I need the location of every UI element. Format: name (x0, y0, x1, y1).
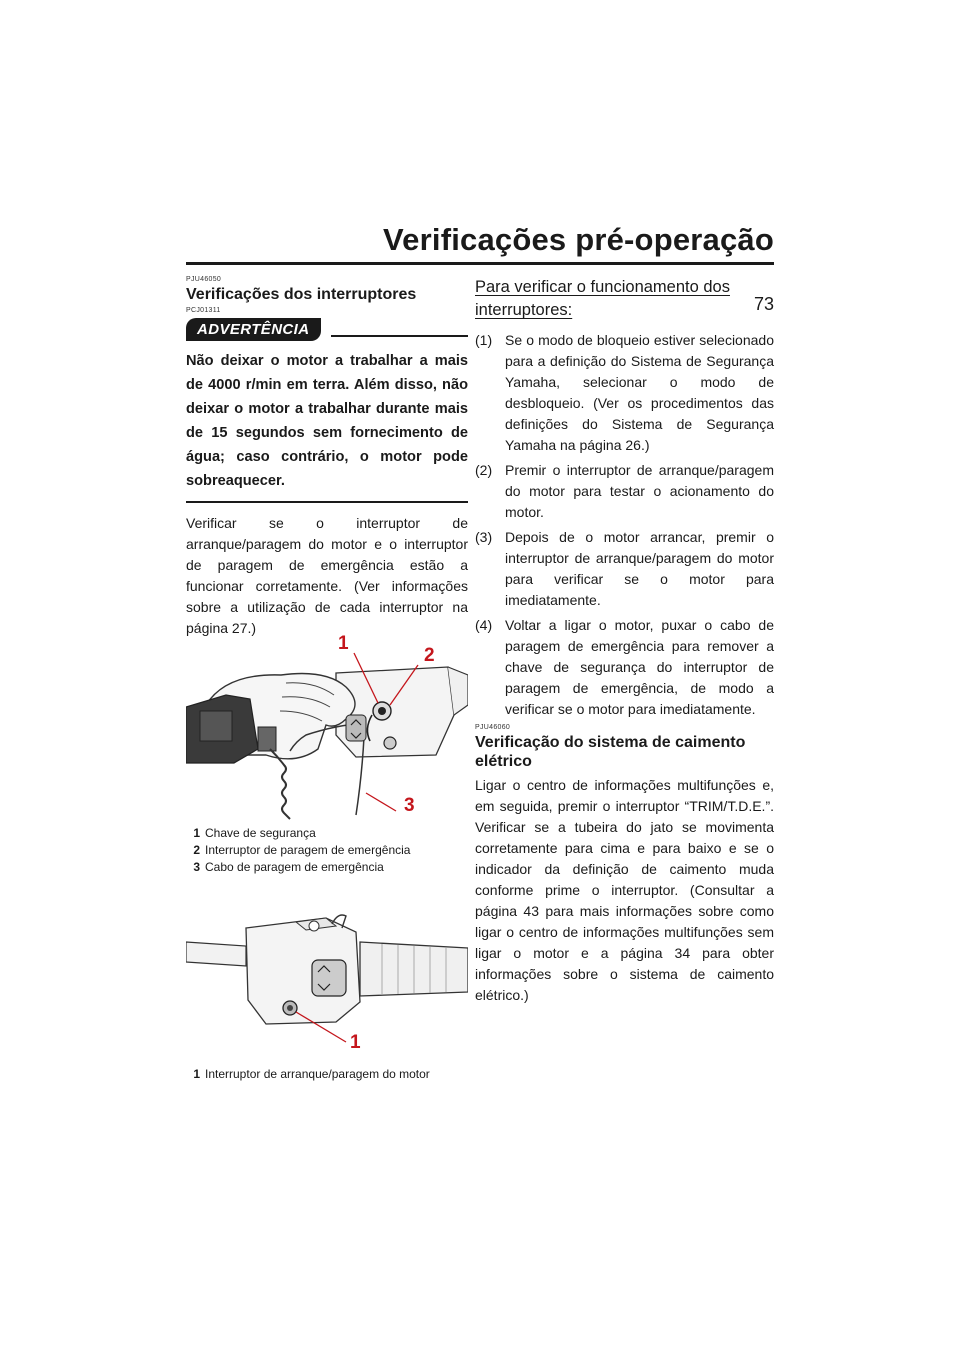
section-code: PJU46050 (186, 276, 222, 283)
switches-body-text: Verificar se o interruptor de arranque/paragem do motor e o interruptor de paragem de emergência estão a funcionar corretamente. (Ver informações sobre a utilização de cada interruptor na página 27.) (186, 515, 468, 636)
handlebar-switch-illustration (186, 912, 468, 1062)
figure1-legend (186, 825, 468, 876)
page-title: Verificações pré-operação (383, 222, 774, 257)
list-item (475, 615, 774, 720)
legend-number: 3 (193, 860, 200, 874)
figure-start-stop-switch (186, 912, 468, 1062)
warning-rule (331, 335, 468, 337)
legend-text: Interruptor de paragem de emergência (205, 843, 411, 857)
section-code: PJU46060 (475, 724, 511, 731)
legend-number: 1 (193, 826, 200, 840)
handlebar-lanyard-illustration (186, 645, 468, 825)
warning-code: PCJ01311 (186, 307, 221, 314)
trim-section (475, 724, 774, 1006)
warning-header (186, 318, 468, 341)
list-item (475, 460, 774, 523)
section-title-trim: Verificação do sistema de caimento elétrico (475, 734, 746, 770)
legend-text: Chave de segurança (205, 826, 316, 840)
list-item (475, 527, 774, 611)
step-number: (1) (475, 332, 493, 348)
steps-list (475, 330, 774, 720)
step-text: Voltar a ligar o motor, puxar o cabo de paragem de emergência para remover a chave de segurança do interruptor de paragem de emergência, de modo a verificar se o motor para imediatamente. (505, 617, 774, 717)
callout-3: 3 (404, 795, 415, 816)
step-text: Se o modo de bloqueio estiver selecionado para a definição do Sistema de Segurança Yamaha, selecionar o modo de desbloqueio. (Ver os procedimentos das definições do Sistema de Segurança Yamaha na página 26.) (505, 332, 774, 453)
trim-body-text: Ligar o centro de informações multifunções e, em seguida, premir o interruptor “TRIM/T.D.E.”. Verificar se a tubeira do jato se movimenta corretamente para cima e para baixo e se o indicador da definição de caimento muda conforme prime o interruptor. (Consultar a página 43 para mais informações sobre como ligar o centro de informações multifunções sem ligar o motor e a página 34 para obter informações sobre o sistema de caimento elétrico.) (475, 777, 774, 1003)
warning-text: Não deixar o motor a trabalhar a mais de 4000 r/min em terra. Além disso, não deixar o motor a trabalhar durante mais de 15 segundos sem fornecimento de água; caso contrário, o motor pode sobreaquecer. (186, 349, 468, 503)
left-column (186, 276, 468, 1083)
legend-item (186, 1066, 468, 1083)
subsection-title-check: Para verificar o funcionamento dos interruptores: (475, 278, 730, 319)
step-number: (4) (475, 617, 493, 633)
legend-number: 1 (193, 1067, 200, 1081)
legend-item (186, 842, 468, 859)
callout-1: 1 (350, 1032, 361, 1053)
legend-item (186, 859, 468, 876)
right-column (475, 276, 774, 1006)
step-number: (2) (475, 462, 493, 478)
legend-item (186, 825, 468, 842)
callout-1: 1 (338, 633, 349, 654)
figure2-legend (186, 1066, 468, 1083)
step-number: (3) (475, 529, 493, 545)
legend-number: 2 (193, 843, 200, 857)
list-item (475, 330, 774, 456)
step-text: Premir o interruptor de arranque/paragem do motor para testar o acionamento do motor. (505, 462, 774, 520)
legend-text: Interruptor de arranque/paragem do motor (205, 1067, 430, 1081)
page-number: 73 (753, 294, 774, 314)
callout-2: 2 (424, 645, 435, 666)
figure-safety-key (186, 633, 468, 825)
warning-badge: ADVERTÊNCIA (186, 318, 321, 341)
header-rule (186, 262, 774, 265)
step-text: Depois de o motor arrancar, premir o interruptor de arranque/paragem do motor para verificar se o motor para imediatamente. (505, 529, 774, 608)
legend-text: Cabo de paragem de emergência (205, 860, 384, 874)
section-title-switches: Verificações dos interruptores (186, 286, 417, 303)
